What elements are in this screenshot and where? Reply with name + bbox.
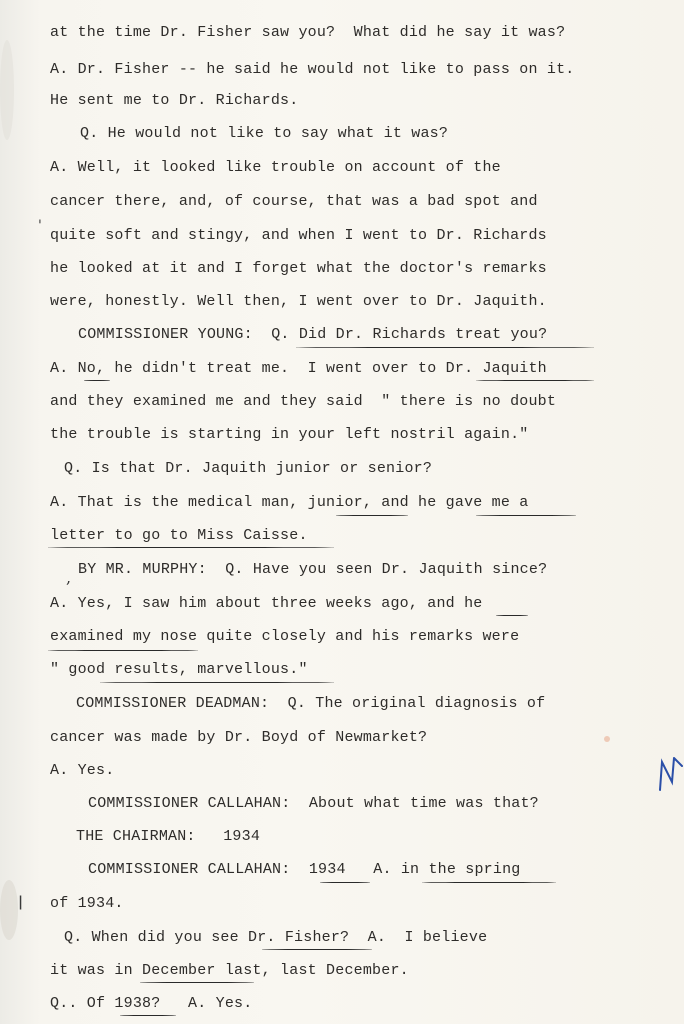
paper-stain xyxy=(604,736,610,742)
handwritten-underline xyxy=(496,615,528,616)
text-line: at the time Dr. Fisher saw you? What did he say it was? xyxy=(50,24,566,41)
speaker-line: COMMISSIONER CALLAHAN: 1934 A. in the spring xyxy=(88,861,521,878)
text-line: " good results, marvellous." xyxy=(50,661,308,678)
text-line: A. No, he didn't treat me. I went over to Dr. Jaquith xyxy=(50,360,547,377)
text-line: it was in December last, last December. xyxy=(50,962,409,979)
margin-tick-mark: ' xyxy=(38,218,42,234)
handwritten-underline xyxy=(262,949,372,950)
text-line: letter to go to Miss Caisse. xyxy=(50,527,308,544)
margin-tick-mark: , xyxy=(66,568,72,587)
handwritten-underline xyxy=(140,982,254,983)
paper-stain xyxy=(0,40,14,140)
text-line: of 1934. xyxy=(50,895,124,912)
handwritten-underline xyxy=(320,882,370,883)
text-line: were, honestly. Well then, I went over to Dr. Jaquith. xyxy=(50,293,547,310)
text-line: A. Well, it looked like trouble on account of the xyxy=(50,159,501,176)
handwritten-underline xyxy=(100,682,334,683)
text-line: A. Yes. xyxy=(50,762,115,779)
text-line: cancer there, and, of course, that was a bad spot and xyxy=(50,193,538,210)
handwritten-underline xyxy=(476,515,576,516)
margin-tick-mark: | xyxy=(18,894,24,910)
speaker-line: COMMISSIONER CALLAHAN: About what time was that? xyxy=(88,795,539,812)
handwritten-underline xyxy=(336,515,408,516)
text-line: cancer was made by Dr. Boyd of Newmarket? xyxy=(50,729,428,746)
text-line: Q. He would not like to say what it was? xyxy=(80,125,449,142)
text-line: the trouble is starting in your left nostril again." xyxy=(50,426,529,443)
text-line: Q. When did you see Dr. Fisher? A. I believe xyxy=(64,929,488,946)
text-line: He sent me to Dr. Richards. xyxy=(50,92,299,109)
text-line: Q.. Of 1938? A. Yes. xyxy=(50,995,253,1012)
handwritten-underline xyxy=(422,882,556,883)
ink-scribble-icon xyxy=(656,752,684,792)
text-line: A. Dr. Fisher -- he said he would not like to pass on it. xyxy=(50,61,575,78)
handwritten-underline xyxy=(476,380,594,381)
speaker-line: COMMISSIONER DEADMAN: Q. The original diagnosis of xyxy=(76,695,546,712)
handwritten-underline xyxy=(48,547,334,548)
text-line: examined my nose quite closely and his remarks were xyxy=(50,628,520,645)
text-line: A. Yes, I saw him about three weeks ago, and he xyxy=(50,595,483,612)
text-line: A. That is the medical man, junior, and he gave me a xyxy=(50,494,529,511)
speaker-line: THE CHAIRMAN: 1934 xyxy=(76,828,261,845)
handwritten-underline xyxy=(296,347,594,348)
text-line: Q. Is that Dr. Jaquith junior or senior? xyxy=(64,460,433,477)
speaker-line: COMMISSIONER YOUNG: Q. Did Dr. Richards treat you? xyxy=(78,326,548,343)
handwritten-underline xyxy=(84,380,110,381)
text-line: and they examined me and they said " there is no doubt xyxy=(50,393,557,410)
text-line: he looked at it and I forget what the doctor's remarks xyxy=(50,260,547,277)
handwritten-underline xyxy=(120,1015,176,1016)
speaker-line: BY MR. MURPHY: Q. Have you seen Dr. Jaquith since? xyxy=(78,561,548,578)
handwritten-underline xyxy=(48,650,198,651)
text-line: quite soft and stingy, and when I went to Dr. Richards xyxy=(50,227,547,244)
paper-stain xyxy=(0,880,18,940)
